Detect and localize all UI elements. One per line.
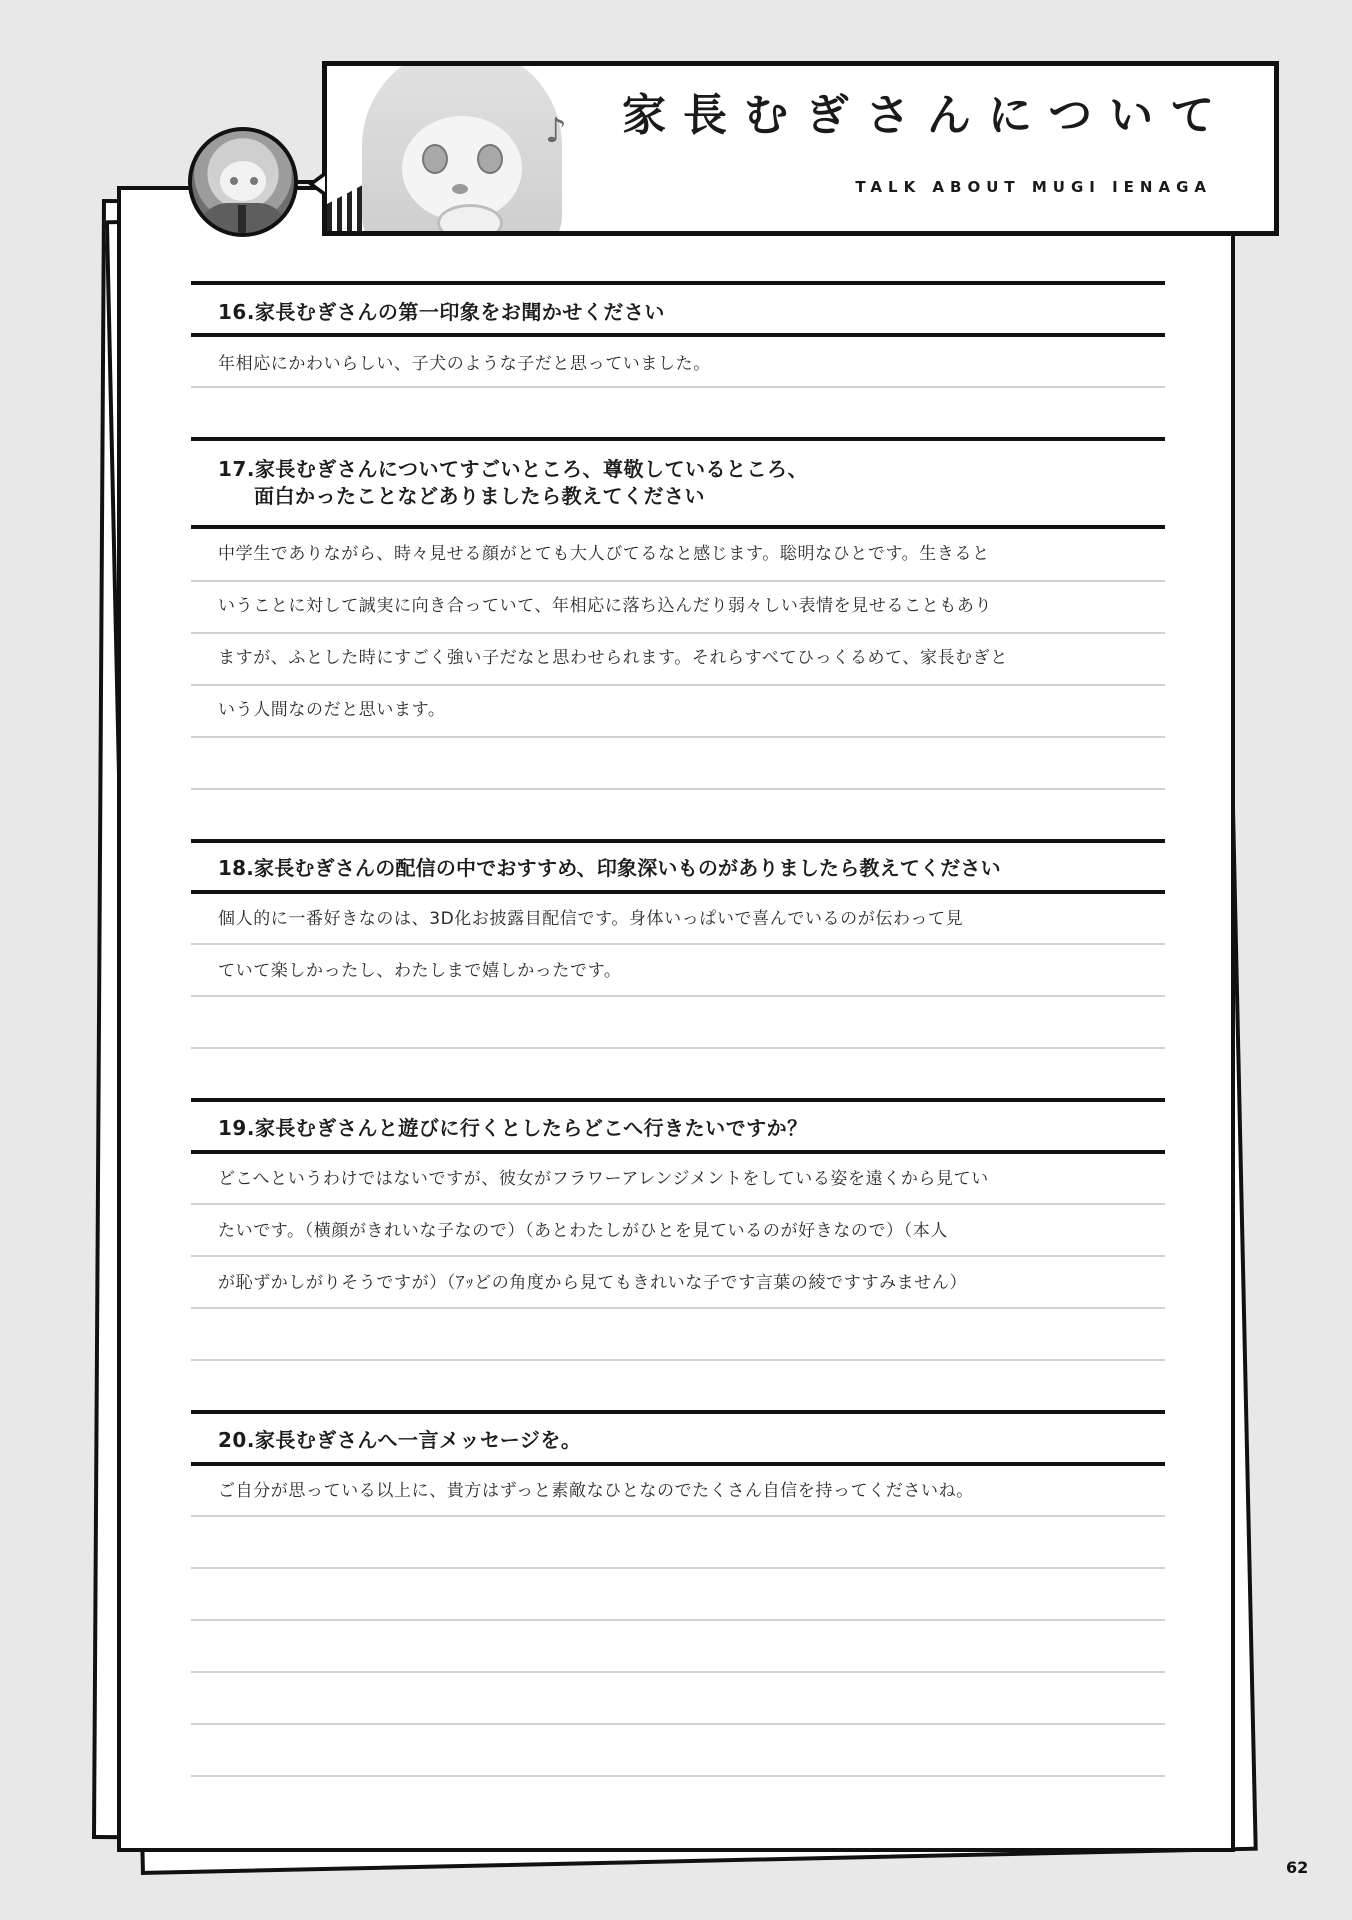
answer-18-ruled-line — [191, 1047, 1165, 1049]
question-19-label: 19.家長むぎさんと遊びに行くとしたらどこへ行きたいですか？ — [218, 1116, 808, 1140]
answer-20-ruled-line — [191, 1671, 1165, 1673]
answer-20-ruled-line — [191, 1619, 1165, 1621]
answer-20-line-1: ご自分が思っている以上に、貴方はずっと素敵なひとなのでたくさん自信を持ってくださいね。 — [218, 1481, 974, 1501]
question-18-label: 18.家長むぎさんの配信の中でおすすめ、印象深いものがありましたら教えてください — [218, 856, 1001, 880]
answer-20-ruled-line — [191, 1515, 1165, 1517]
answer-17-ruled-line — [191, 684, 1165, 686]
question-16-label: 16.家長むぎさんの第一印象をお聞かせください — [218, 300, 665, 324]
illustration-eye-right — [477, 144, 503, 174]
avatar-eye-right — [250, 177, 258, 185]
answer-19-ruled-line — [191, 1255, 1165, 1257]
question-16-bottom-rule — [191, 333, 1165, 337]
page-title: 家長むぎさんについて — [622, 90, 1232, 141]
question-17-top-rule — [191, 437, 1165, 441]
speech-bubble-tail-fill — [314, 176, 325, 192]
question-17-label-line-1: 17.家長むぎさんについてすごいところ、尊敬しているところ、 — [218, 457, 809, 481]
header-banner — [322, 61, 1279, 236]
page-subtitle: TALK ABOUT MUGI IENAGA — [855, 178, 1212, 196]
interviewer-avatar — [188, 127, 298, 237]
question-18-top-rule — [191, 839, 1165, 843]
answer-17-line-2: いうことに対して誠実に向き合っていて、年相応に落ち込んだり弱々しい表情を見せることもあり — [218, 596, 993, 616]
page-number: 62 — [1286, 1858, 1309, 1877]
answer-19-ruled-line — [191, 1203, 1165, 1205]
question-20-label: 20.家長むぎさんへ一言メッセージを。 — [218, 1428, 582, 1452]
answer-19-ruled-line — [191, 1307, 1165, 1309]
answer-17-line-1: 中学生でありながら、時々見せる顔がとても大人びてるなと感じます。聡明なひとです。生きると — [218, 544, 990, 564]
answer-17-ruled-line — [191, 580, 1165, 582]
answer-19-line-3: が恥ずかしがりそうですが）（ｱｯどの角度から見てもきれいな子です言葉の綾ですすみません） — [218, 1273, 968, 1293]
question-19-bottom-rule — [191, 1150, 1165, 1154]
question-20-bottom-rule — [191, 1462, 1165, 1466]
question-17-label-line-2: 面白かったことなどありましたら教えてください — [254, 484, 705, 508]
paper-sheet-front — [117, 186, 1235, 1852]
answer-18-line-1: 個人的に一番好きなのは、3D化お披露目配信です。身体いっぱいで喜んでいるのが伝わって見 — [218, 909, 964, 929]
answer-20-ruled-line — [191, 1775, 1165, 1777]
answer-16-line-1: 年相応にかわいらしい、子犬のような子だと思っていました。 — [218, 354, 711, 374]
answer-20-ruled-line — [191, 1723, 1165, 1725]
question-16-top-rule — [191, 281, 1165, 285]
avatar-face — [220, 161, 266, 201]
answer-19-line-1: どこへというわけではないですが、彼女がフラワーアレンジメントをしている姿を遠くから見てい — [218, 1169, 989, 1189]
answer-18-line-2: ていて楽しかったし、わたしまで嬉しかったです。 — [218, 961, 622, 981]
question-17-bottom-rule — [191, 525, 1165, 529]
answer-17-line-3: ますが、ふとした時にすごく強い子だなと思わせられます。それらすべてひっくるめて、家長むぎと — [218, 648, 1008, 668]
avatar-tie — [238, 205, 246, 233]
answer-20-ruled-line — [191, 1567, 1165, 1569]
avatar-eye-left — [230, 177, 238, 185]
illustration-eye-left — [422, 144, 448, 174]
answer-17-ruled-line — [191, 632, 1165, 634]
headphones-icon — [437, 204, 503, 236]
question-19-top-rule — [191, 1098, 1165, 1102]
answer-18-ruled-line — [191, 943, 1165, 945]
answer-18-ruled-line — [191, 995, 1165, 997]
answer-17-ruled-line — [191, 788, 1165, 790]
question-20-top-rule — [191, 1410, 1165, 1414]
answer-17-ruled-line — [191, 736, 1165, 738]
answer-17-line-4: いう人間なのだと思います。 — [218, 700, 446, 720]
music-note-icon: ♪ — [545, 111, 567, 151]
question-18-bottom-rule — [191, 890, 1165, 894]
answer-19-line-2: たいです。（横顔がきれいな子なので）（あとわたしがひとを見ているのが好きなので）（本人 — [218, 1221, 948, 1241]
illustration-mouth — [452, 184, 468, 194]
character-illustration — [327, 66, 597, 236]
answer-16-ruled-line — [191, 386, 1165, 388]
answer-19-ruled-line — [191, 1359, 1165, 1361]
